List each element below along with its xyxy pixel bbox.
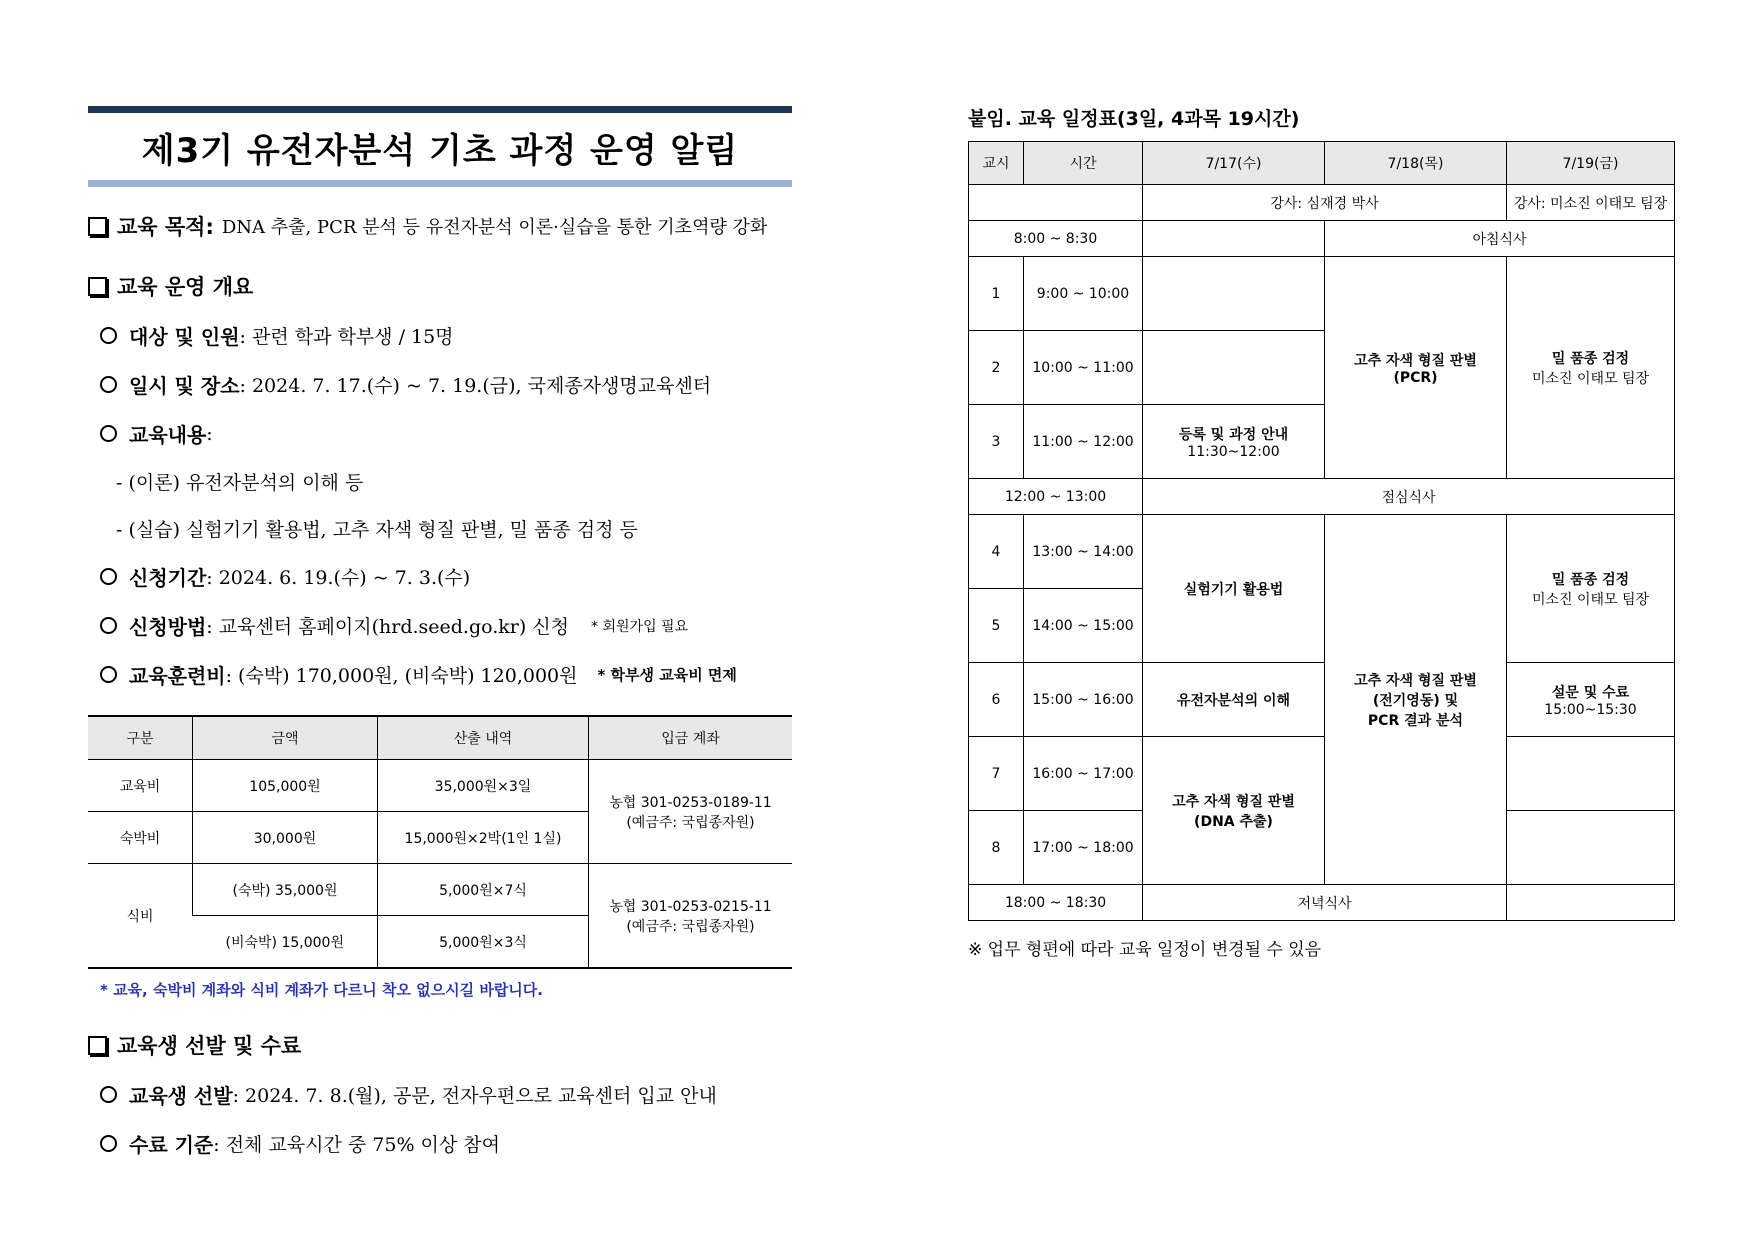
fee-cell: 5,000원×7식 bbox=[378, 864, 589, 916]
circle-bullet-icon bbox=[100, 376, 117, 393]
target-value: : 관련 학과 학부생 / 15명 bbox=[239, 326, 454, 348]
period-number: 1 bbox=[969, 257, 1024, 331]
apply-method-note: * 회원가입 필요 bbox=[591, 618, 689, 635]
period-number: 2 bbox=[969, 331, 1024, 405]
content-sub-practice: - (실습) 실험기기 활용법, 고추 자색 형질 판별, 밀 품종 검정 등 bbox=[116, 519, 638, 541]
overview-label: 교육 운영 개요 bbox=[117, 275, 254, 299]
apply-period-value: : 2024. 6. 19.(수) ~ 7. 3.(수) bbox=[206, 567, 471, 589]
survey-session bbox=[1507, 663, 1675, 737]
schedule-header-row bbox=[969, 142, 1675, 185]
fee-header-calc: 산출 내역 bbox=[378, 716, 589, 760]
wheat-session-1 bbox=[1507, 257, 1675, 479]
fee-value: : (숙박) 170,000원, (비숙박) 120,000원 bbox=[225, 665, 578, 687]
table-row bbox=[88, 760, 792, 812]
empty-cell bbox=[1507, 885, 1675, 921]
square-bullet-icon bbox=[88, 1036, 107, 1055]
wheat-lecturer-1: 미소진 이태모 팀장 bbox=[1531, 370, 1650, 387]
dna-title: 고추 자색 형질 판별 bbox=[1172, 793, 1295, 810]
target-label: 대상 및 인원 bbox=[129, 325, 240, 349]
circle-bullet-icon bbox=[100, 327, 117, 344]
pcr-title: 고추 자색 형질 판별 bbox=[1354, 352, 1477, 369]
empty-cell bbox=[1143, 331, 1325, 405]
account-cell-1 bbox=[589, 760, 793, 864]
circle-bullet-icon bbox=[100, 568, 117, 585]
empty-cell bbox=[1143, 221, 1325, 257]
gel-analysis: PCR 결과 분석 bbox=[1367, 712, 1464, 729]
fee-cell: (비숙박) 15,000원 bbox=[193, 916, 378, 969]
schedule-title: 붙임. 교육 일정표(3일, 4과목 19시간) bbox=[968, 108, 1300, 130]
schedule-section bbox=[968, 104, 1675, 960]
period-number: 3 bbox=[969, 405, 1024, 479]
complete-label: 수료 기준 bbox=[129, 1133, 214, 1157]
date-value: : 2024. 7. 17.(수) ~ 7. 19.(금), 국제종자생명교육센터 bbox=[239, 375, 712, 397]
purpose-heading bbox=[88, 211, 792, 241]
empty-cell bbox=[969, 185, 1143, 221]
gel-sub: (전기영동) 및 bbox=[1372, 692, 1459, 709]
circle-bullet-icon bbox=[100, 1086, 117, 1103]
content-label: 교육내용 bbox=[129, 423, 207, 447]
fee-label: 교육훈련비 bbox=[129, 664, 226, 688]
header-day3: 7/19(금) bbox=[1507, 142, 1675, 185]
period-time: 16:00 ~ 17:00 bbox=[1024, 737, 1143, 811]
dna-sub: (DNA 추출) bbox=[1194, 813, 1273, 830]
select-label: 교육생 선발 bbox=[129, 1084, 233, 1108]
fee-cell: 30,000원 bbox=[193, 812, 378, 864]
wheat-session-2 bbox=[1507, 515, 1675, 663]
apply-method-label: 신청방법 bbox=[129, 615, 207, 639]
fee-cell: 교육비 bbox=[88, 760, 193, 812]
notice-section bbox=[88, 106, 792, 1158]
circle-bullet-icon bbox=[100, 666, 117, 683]
wheat-title-2: 밀 품종 검정 bbox=[1551, 571, 1630, 588]
select-value: : 2024. 7. 8.(월), 공문, 전자우편으로 교육센터 입교 안내 bbox=[232, 1085, 717, 1107]
survey-title: 설문 및 수료 bbox=[1551, 684, 1630, 701]
dinner-label: 저녁식사 bbox=[1143, 885, 1507, 921]
content-item bbox=[100, 419, 792, 448]
table-row bbox=[969, 737, 1675, 811]
breakfast-row bbox=[969, 221, 1675, 257]
title-bar-bottom bbox=[88, 180, 792, 187]
registration-time: 11:30~12:00 bbox=[1187, 443, 1280, 460]
header-day1: 7/17(수) bbox=[1143, 142, 1325, 185]
account-cell-2 bbox=[589, 864, 793, 969]
apply-method-item bbox=[100, 611, 792, 640]
dinner-time: 18:00 ~ 18:30 bbox=[969, 885, 1143, 921]
apply-period-item bbox=[100, 562, 792, 591]
empty-cell bbox=[1507, 811, 1675, 885]
fee-cell: 35,000원×3일 bbox=[378, 760, 589, 812]
page-title: 제3기 유전자분석 기초 과정 운영 알림 bbox=[141, 131, 739, 171]
table-row bbox=[969, 257, 1675, 331]
purpose-label: 교육 목적: bbox=[117, 215, 214, 239]
circle-bullet-icon bbox=[100, 617, 117, 634]
overview-heading bbox=[88, 271, 792, 301]
target-item bbox=[100, 321, 792, 350]
meal-label-cell: 식비 bbox=[88, 864, 193, 969]
header-time: 시간 bbox=[1024, 142, 1143, 185]
equipment-session: 실험기기 활용법 bbox=[1143, 515, 1325, 663]
period-number: 5 bbox=[969, 589, 1024, 663]
fee-cell: 105,000원 bbox=[193, 760, 378, 812]
period-time: 13:00 ~ 14:00 bbox=[1024, 515, 1143, 589]
account-number-1: 농협 301-0253-0189-11 bbox=[609, 794, 772, 811]
date-item bbox=[100, 370, 792, 399]
gel-title: 고추 자색 형질 판별 bbox=[1354, 672, 1477, 689]
fee-header-category: 구분 bbox=[88, 716, 193, 760]
period-time: 10:00 ~ 11:00 bbox=[1024, 331, 1143, 405]
fee-cell: (숙박) 35,000원 bbox=[193, 864, 378, 916]
wheat-title-1: 밀 품종 검정 bbox=[1551, 350, 1630, 367]
selection-heading bbox=[88, 1030, 792, 1060]
table-row bbox=[969, 515, 1675, 589]
account-holder-1: (예금주: 국립종자원) bbox=[626, 814, 755, 831]
lunch-label: 점심식사 bbox=[1143, 479, 1675, 515]
fee-cell: 5,000원×3식 bbox=[378, 916, 589, 969]
period-number: 8 bbox=[969, 811, 1024, 885]
content-colon: : bbox=[206, 422, 213, 445]
header-period: 교시 bbox=[969, 142, 1024, 185]
period-time: 14:00 ~ 15:00 bbox=[1024, 589, 1143, 663]
pcr-sub: (PCR) bbox=[1393, 369, 1438, 386]
wheat-lecturer-2: 미소진 이태모 팀장 bbox=[1531, 591, 1650, 608]
purpose-value: DNA 추출, PCR 분석 등 유전자분석 이론·실습을 통한 기초역량 강화 bbox=[221, 217, 768, 238]
lecturer-row bbox=[969, 185, 1675, 221]
empty-cell bbox=[1507, 737, 1675, 811]
table-row bbox=[88, 864, 792, 916]
period-number: 6 bbox=[969, 663, 1024, 737]
header-day2: 7/18(목) bbox=[1325, 142, 1507, 185]
fee-table-header bbox=[88, 716, 792, 760]
apply-period-label: 신청기간 bbox=[129, 566, 207, 590]
period-time: 9:00 ~ 10:00 bbox=[1024, 257, 1143, 331]
gel-session bbox=[1325, 515, 1507, 885]
theory-session: 유전자분석의 이해 bbox=[1143, 663, 1325, 737]
period-number: 7 bbox=[969, 737, 1024, 811]
account-number-2: 농협 301-0253-0215-11 bbox=[609, 898, 772, 915]
survey-time: 15:00~15:30 bbox=[1544, 701, 1637, 718]
fee-note: * 학부생 교육비 면제 bbox=[597, 666, 737, 684]
schedule-table bbox=[968, 141, 1675, 921]
fee-header-account: 입금 계좌 bbox=[589, 716, 793, 760]
breakfast-label: 아침식사 bbox=[1325, 221, 1675, 257]
registration-session bbox=[1143, 405, 1325, 479]
lecturer-2: 강사: 미소진 이태모 팀장 bbox=[1507, 185, 1675, 221]
fee-item bbox=[100, 660, 792, 689]
account-warning: * 교육, 숙박비 계좌와 식비 계좌가 다르니 착오 없으시길 바랍니다. bbox=[100, 981, 543, 999]
dna-session bbox=[1143, 737, 1325, 885]
period-time: 11:00 ~ 12:00 bbox=[1024, 405, 1143, 479]
empty-cell bbox=[1143, 257, 1325, 331]
fee-cell: 숙박비 bbox=[88, 812, 193, 864]
circle-bullet-icon bbox=[100, 1135, 117, 1152]
selection-label: 교육생 선발 및 수료 bbox=[117, 1034, 302, 1058]
apply-method-value: : 교육센터 홈페이지(hrd.seed.go.kr) 신청 bbox=[206, 616, 570, 638]
select-item bbox=[100, 1080, 792, 1109]
lecturer-1: 강사: 심재경 박사 bbox=[1143, 185, 1507, 221]
registration-title: 등록 및 과정 안내 bbox=[1178, 426, 1289, 443]
schedule-footnote: ※ 업무 형편에 따라 교육 일정이 변경될 수 있음 bbox=[968, 940, 1322, 960]
square-bullet-icon bbox=[88, 277, 107, 296]
complete-value: : 전체 교육시간 중 75% 이상 참여 bbox=[213, 1134, 501, 1156]
account-holder-2: (예금주: 국립종자원) bbox=[626, 918, 755, 935]
fee-table bbox=[88, 715, 792, 969]
lunch-row bbox=[969, 479, 1675, 515]
complete-item bbox=[100, 1129, 792, 1158]
pcr-session bbox=[1325, 257, 1507, 479]
table-row bbox=[969, 663, 1675, 737]
lunch-time: 12:00 ~ 13:00 bbox=[969, 479, 1143, 515]
fee-cell: 15,000원×2박(1인 1실) bbox=[378, 812, 589, 864]
period-number: 4 bbox=[969, 515, 1024, 589]
period-time: 17:00 ~ 18:00 bbox=[1024, 811, 1143, 885]
square-bullet-icon bbox=[88, 217, 107, 236]
content-sub-theory: - (이론) 유전자분석의 이해 등 bbox=[116, 472, 364, 494]
fee-header-amount: 금액 bbox=[193, 716, 378, 760]
breakfast-time: 8:00 ~ 8:30 bbox=[969, 221, 1143, 257]
dinner-row bbox=[969, 885, 1675, 921]
date-label: 일시 및 장소 bbox=[129, 374, 240, 398]
title-bar-top bbox=[88, 106, 792, 113]
period-time: 15:00 ~ 16:00 bbox=[1024, 663, 1143, 737]
circle-bullet-icon bbox=[100, 425, 117, 442]
